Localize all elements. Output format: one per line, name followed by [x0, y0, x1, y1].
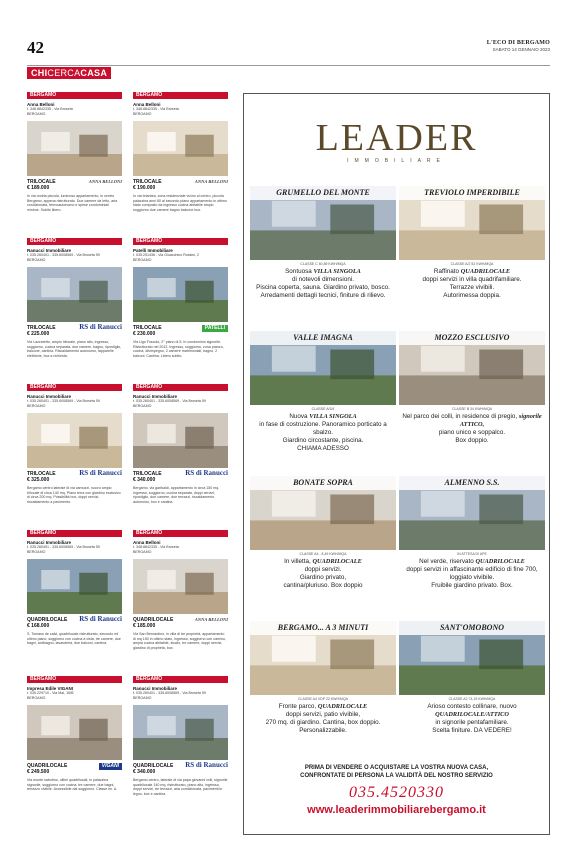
listing-type: TRILOCALE — [133, 325, 162, 331]
listing-city: BERGAMO — [133, 550, 152, 554]
desc-highlight: QUADRILOCALE — [312, 558, 362, 565]
energy-class: CLASSE A4 - 8,49 KWH/MQA — [299, 552, 347, 556]
listing-address: t. 035.260401 - 335.6008569 - Via Broseta 59 — [27, 399, 100, 403]
desc-line-1: Nel parco dei colli, in residence di pregio, — [402, 413, 518, 420]
listing-price: € 230.000 — [133, 331, 156, 337]
listings-column-left — [27, 92, 126, 822]
listing-card — [133, 238, 232, 384]
listing-city-tag: BERGAMO — [133, 92, 228, 99]
listing-price: € 325.000 — [27, 477, 50, 483]
section-title-part3: CASA — [80, 68, 108, 78]
listings-column-right — [133, 92, 232, 822]
listing-type: QUADRILOCALE — [133, 617, 174, 623]
property-description — [399, 558, 545, 590]
desc-line-2: in signorile pentafamiliare. — [435, 719, 509, 726]
listing-address: t. 035.260401 - 335.6008569 - Via Broseta 59 — [133, 399, 206, 403]
listing-photo — [27, 705, 122, 760]
listing-card — [27, 92, 126, 238]
listing-price: € 340.000 — [133, 477, 156, 483]
desc-line-2: in fase di costruzione. Panoramico porticato a sbalzo. — [259, 421, 387, 436]
property-location: GRUMELLO DEL MONTE — [250, 186, 396, 200]
listing-photo — [133, 705, 228, 760]
listing-card — [27, 530, 126, 676]
listing-agency: Anna Belloni — [133, 540, 161, 545]
desc-line-2: di notevoli dimensioni. — [292, 276, 354, 283]
listing-city-tag: BERGAMO — [27, 530, 122, 537]
desc-line-1: Raffinato — [433, 268, 459, 275]
energy-class: CLASSE C 60,89 KWH/MQA — [300, 262, 346, 266]
listing-agency: Patelli Immobiliare — [133, 248, 173, 253]
brand-name: LEADER — [315, 117, 478, 159]
brand-logo — [244, 116, 549, 164]
desc-line-1: Nel verde, riservato — [419, 558, 474, 565]
listing-description: Via San Bernardino, in villa di tre proprietà, appartamento di mq 150 in ottimo stato, ingresso, soggiorno con camino, ampia cucina abitabile, studio, tre camere, doppi servizi, giardino di proprietà, box. — [133, 632, 226, 651]
desc-line-1: Nuova — [289, 413, 308, 420]
agency-logo: ANNA BELLONI — [194, 179, 228, 184]
property-description — [250, 268, 396, 300]
listing-city: BERGAMO — [27, 404, 46, 408]
listing-agency: Anna Belloni — [133, 102, 161, 107]
listing-description: S. Tomaso de calvi, quadrilocale ristrutturato, secondo ed ultimo piano, soggiorno con cucina a vista, tre camere, due bagni, antibagno, lavanderia, due balconi, cantina. — [27, 632, 121, 646]
listing-agency: Impresa Edile VIGANI — [27, 686, 74, 691]
listing-city: BERGAMO — [27, 550, 46, 554]
listing-price: € 168.000 — [27, 623, 50, 629]
listing-photo — [133, 121, 228, 176]
desc-line-2: piano unico e soppalco. — [438, 429, 506, 436]
leader-advertisement — [243, 93, 550, 835]
desc-line-3: 270 mq. di giardino. Cantina, box doppio. — [265, 719, 381, 726]
listing-description: Via Lazzaretto, ampio trilocale, piano alto, ingresso, soggiorno, cucina separata, due camere, bagno, ripostiglio, balcone, cantina. Riscaldamento autonomo, tapparelle elettriche, box a richiesta. — [27, 340, 122, 359]
listing-address: t. 035.260401 - 335.6008569 - Via Broseta 59 — [133, 691, 206, 695]
listing-address: t. 035.260401 - 335.6008569 - Via Broseta 59 — [27, 545, 100, 549]
listing-footer — [27, 471, 126, 484]
listing-city: BERGAMO — [27, 112, 46, 116]
listing-agency: Ranucci Immobiliare — [27, 540, 72, 545]
agency-logo: RS di Ranucci — [185, 761, 228, 769]
brand-subtitle: IMMOBILIARE — [347, 158, 446, 164]
listing-city-tag: BERGAMO — [133, 530, 228, 537]
property-location: MOZZO ESCLUSIVO — [399, 331, 545, 345]
listing-city-tag: BERGAMO — [133, 238, 228, 245]
listing-description: Via Ugo Foscolo, 2° piano di 5. In condominio signorile. Ristrutturato nel 2012. Ingresso, soggiorno, zona pranzo, cucina, disimpegno, 2 camere matrimoniali, bagno, 2 balconi. Cantina. Libero subito. — [133, 340, 224, 359]
listings — [27, 92, 232, 832]
desc-line-3: Terrazze vivibili. — [449, 284, 495, 291]
listing-photo — [133, 559, 228, 614]
listing-city-tag: BERGAMO — [133, 676, 228, 683]
call-to-action — [244, 764, 549, 816]
masthead — [487, 40, 550, 52]
desc-highlight: QUADRILOCALE — [460, 268, 511, 275]
listing-address: t. 035.260401 - 335.6008569 - Via Broseta 59 — [27, 253, 100, 257]
listing-type: TRILOCALE — [27, 471, 56, 477]
property-location: ALMENNO S.S. — [399, 476, 545, 490]
listing-city-tag: BERGAMO — [133, 384, 228, 391]
listing-type: TRILOCALE — [27, 325, 56, 331]
listing-photo — [27, 267, 122, 322]
listing-type: QUADRILOCALE — [27, 763, 68, 769]
listing-address: t. 035.251436 - Via Gioacchino Rossini, 2 — [133, 253, 200, 257]
section-title-part1: CHI — [31, 68, 48, 78]
listing-type: QUADRILOCALE — [133, 763, 174, 769]
property-location: BERGAMO... A 3 MINUTI — [250, 621, 396, 635]
energy-class: CLASSE A4 VDP 22 KWH/MQA — [298, 697, 348, 701]
listing-card — [133, 92, 232, 238]
website-url: www.leaderimmobiliarebergamo.it — [307, 804, 486, 816]
desc-highlight: VILLA SINGOLA — [309, 413, 357, 420]
listing-photo — [27, 413, 122, 468]
listing-city: BERGAMO — [27, 258, 46, 262]
property-location: BONATE SOPRA — [250, 476, 396, 490]
listing-city-tag: BERGAMO — [27, 238, 122, 245]
desc-line-4: Arredamenti dettagli tecnici, finiture di rilievo. — [260, 292, 386, 299]
listing-card — [27, 384, 126, 530]
desc-line-2: doppi servizi. — [304, 566, 342, 573]
desc-line-4: Personalizzabile. — [299, 727, 347, 734]
desc-line-3: Fruibile giardino privato. Box. — [431, 582, 513, 589]
energy-class: IN ATTESA DI APE — [457, 552, 487, 556]
listing-description: Bergamo, via garibaldi, appartamento in circa 150 mq. Ingresso, soggiorno, cucina separata, doppi servizi, ripostiglio, due camere, due terrazzi, riscaldamento autonomo, box e cantina. — [133, 486, 220, 505]
energy-class: CLASSE A/3/4 — [311, 407, 335, 411]
listing-card — [27, 238, 126, 384]
property-description — [250, 703, 396, 735]
agency-logo: RS di Ranucci — [185, 469, 228, 477]
listing-price: € 190.000 — [133, 185, 156, 191]
publication-name: L'ECO DI BERGAMO — [486, 40, 550, 46]
desc-line-1: In villetta, — [284, 558, 311, 565]
desc-line-1: Arioso contesto collinare, nuovo — [427, 703, 517, 710]
listing-type: QUADRILOCALE — [27, 617, 68, 623]
listing-footer — [27, 617, 126, 630]
energy-class: CLASSE A2 74,15 KWH/MQA — [448, 697, 496, 701]
property-description — [399, 703, 545, 735]
listing-address: t. 348.8842335 - Via Broseta — [27, 107, 73, 111]
listing-price: € 189.000 — [27, 185, 50, 191]
listing-card — [133, 384, 232, 530]
listing-description: In via briantea, zona residenziale vicino al centro, piccola palazzina anni 80 al secondo piano appartamento in ottimo stato composto da ingresso cucina abitabile ampio soggiorno due camere bagno balcone box. — [133, 194, 227, 213]
listing-footer — [133, 179, 232, 192]
listing-address: t. 348.8842335 - Via Broseta — [133, 107, 179, 111]
desc-line-3: Box doppio. — [455, 437, 489, 444]
desc-line-4: Autorimessa doppia. — [443, 292, 501, 299]
desc-line-3: Giardino circostante, piscina. — [282, 437, 364, 444]
listing-city: BERGAMO — [133, 112, 152, 116]
listing-footer — [27, 179, 126, 192]
listing-type: TRILOCALE — [133, 471, 162, 477]
listing-address: t. 348.8842335 - Via Broseta — [133, 545, 179, 549]
listing-agency: Ranucci Immobiliare — [133, 394, 178, 399]
desc-line-1: Sontuosa — [285, 268, 312, 275]
listing-agency: Anna Belloni — [27, 102, 55, 107]
desc-highlight: QUADRILOCALE/ATTICO — [435, 711, 509, 718]
property-location: SANT'OMOBONO — [399, 621, 545, 635]
listing-card — [27, 676, 126, 822]
listing-city-tag: BERGAMO — [27, 676, 122, 683]
listing-description: Bergamo centro, laterale di via papa giovanni xxiii, signorile quadrilocale 140 mq, ristrutturato, piano alto, ingresso, doppi servizi, tre terrazzi, aria condizionata, pavimenti in legno, box e cantina. — [133, 778, 228, 797]
listing-address: t. 035.229710 - Via Mai, 16/B — [27, 691, 74, 695]
listing-city-tag: BERGAMO — [27, 92, 122, 99]
listing-description: Via monte sabotino, ultimi quadrilocali, in palazzina signorile, soggiorno con cucina, tre camere, due bagni, terrazzo vivibile. Accessibile dal soggiorno. Classe en. A. — [27, 778, 118, 792]
desc-highlight: QUADRILOCALE — [475, 558, 525, 565]
agency-logo: ANNA BELLONI — [88, 179, 122, 184]
cta-line-2: CONFRONTATE DI PERSONA LA VALIDITÀ DEL NOSTRO SERVIZIO — [300, 773, 493, 779]
listing-city: BERGAMO — [27, 696, 46, 700]
desc-line-1: Fronte parco, — [278, 703, 317, 710]
listing-footer — [133, 617, 232, 630]
desc-highlight: QUADRILOCALE — [317, 703, 368, 710]
agency-logo: RS di Ranucci — [79, 469, 122, 477]
listing-card — [133, 530, 232, 676]
listing-photo — [27, 559, 122, 614]
desc-line-3: Giardino privato, — [299, 574, 347, 581]
property-description — [250, 558, 396, 590]
energy-class: CLASSE A/2 52 KWH/MQA — [450, 262, 494, 266]
property-location: VALLE IMAGNA — [250, 331, 396, 345]
listing-footer — [27, 325, 126, 338]
listing-price: € 249.500 — [27, 769, 50, 775]
desc-highlight: VILLA SINGOLA — [313, 268, 361, 275]
listing-footer — [133, 471, 232, 484]
listing-footer — [133, 325, 232, 338]
listing-city-tag: BERGAMO — [27, 384, 122, 391]
desc-line-3: Scelta finiture. DA VEDERE! — [432, 727, 512, 734]
listing-price: € 185.000 — [133, 623, 156, 629]
listing-card — [133, 676, 232, 822]
listing-footer — [133, 763, 232, 776]
listing-price: € 340.000 — [133, 769, 156, 775]
desc-line-2: doppi servizi in villa quadrifamiliare. — [422, 276, 522, 283]
listing-city: BERGAMO — [133, 404, 152, 408]
listing-agency: Ranucci Immobiliare — [27, 248, 72, 253]
agency-logo: VIGANI — [99, 763, 122, 770]
listing-photo — [133, 267, 228, 322]
issue-date: SABATO 14 GENNAIO 2023 — [492, 47, 550, 52]
agency-logo: RS di Ranucci — [79, 323, 122, 331]
desc-line-2: doppi servizi, patio vivibile, — [285, 711, 361, 718]
cta-line-1: PRIMA DI VENDERE O ACQUISTARE LA VOSTRA NUOVA CASA, — [304, 765, 489, 771]
listing-description: In via orobia piccola, luminoso appartamento, in centro Bergamo, appena ristrutturato. Due camere da letto, aria condizionata, termoautonomo e spese condominiali minime. Subito libero. — [27, 194, 118, 213]
property-description — [399, 413, 545, 445]
listing-city: BERGAMO — [133, 258, 152, 262]
property-location: TREVIOLO IMPERDIBILE — [399, 186, 545, 200]
desc-highlight: signorile ATTICO, — [459, 413, 542, 428]
section-title — [27, 67, 111, 79]
section-title-part2: CERCA — [47, 68, 81, 78]
phone-number: 035.4520330 — [349, 784, 444, 801]
property-description — [399, 268, 545, 300]
listing-description: Bergamo centro laterale di via camozzi, nuovo ampio trilocale di circa 140 mq. Piano terra con giardino esclusivo di circa 200 mq. Possibilità box, doppi servizi, riscaldamento a pavimento. — [27, 486, 121, 505]
agency-logo: ANNA BELLONI — [194, 617, 228, 622]
listing-agency: Ranucci Immobiliare — [27, 394, 72, 399]
agency-logo: PATELLI — [202, 325, 228, 332]
listing-footer — [27, 763, 126, 776]
listing-type: TRILOCALE — [133, 179, 162, 185]
energy-class: CLASSE B 34 KWH/MQA — [451, 407, 493, 411]
listing-agency: Ranucci Immobiliare — [133, 686, 178, 691]
desc-line-3: Piscina coperta, sauna. Giardino privato, bosco. — [256, 284, 390, 291]
page-number: 42 — [27, 38, 44, 57]
property-description — [250, 413, 396, 453]
listing-price: € 225.000 — [27, 331, 50, 337]
listing-city: BERGAMO — [133, 696, 152, 700]
desc-line-4: cantina/pluriuso. Box doppio — [283, 582, 363, 589]
desc-line-4: CHIAMA ADESSO — [297, 445, 349, 452]
listing-type: TRILOCALE — [27, 179, 56, 185]
desc-line-2: doppi servizi in affascinante edificio di fine 700, loggiato vivibile. — [406, 566, 538, 581]
section-bar — [27, 65, 550, 79]
listing-photo — [27, 121, 122, 176]
agency-logo: RS di Ranucci — [79, 615, 122, 623]
listing-photo — [133, 413, 228, 468]
